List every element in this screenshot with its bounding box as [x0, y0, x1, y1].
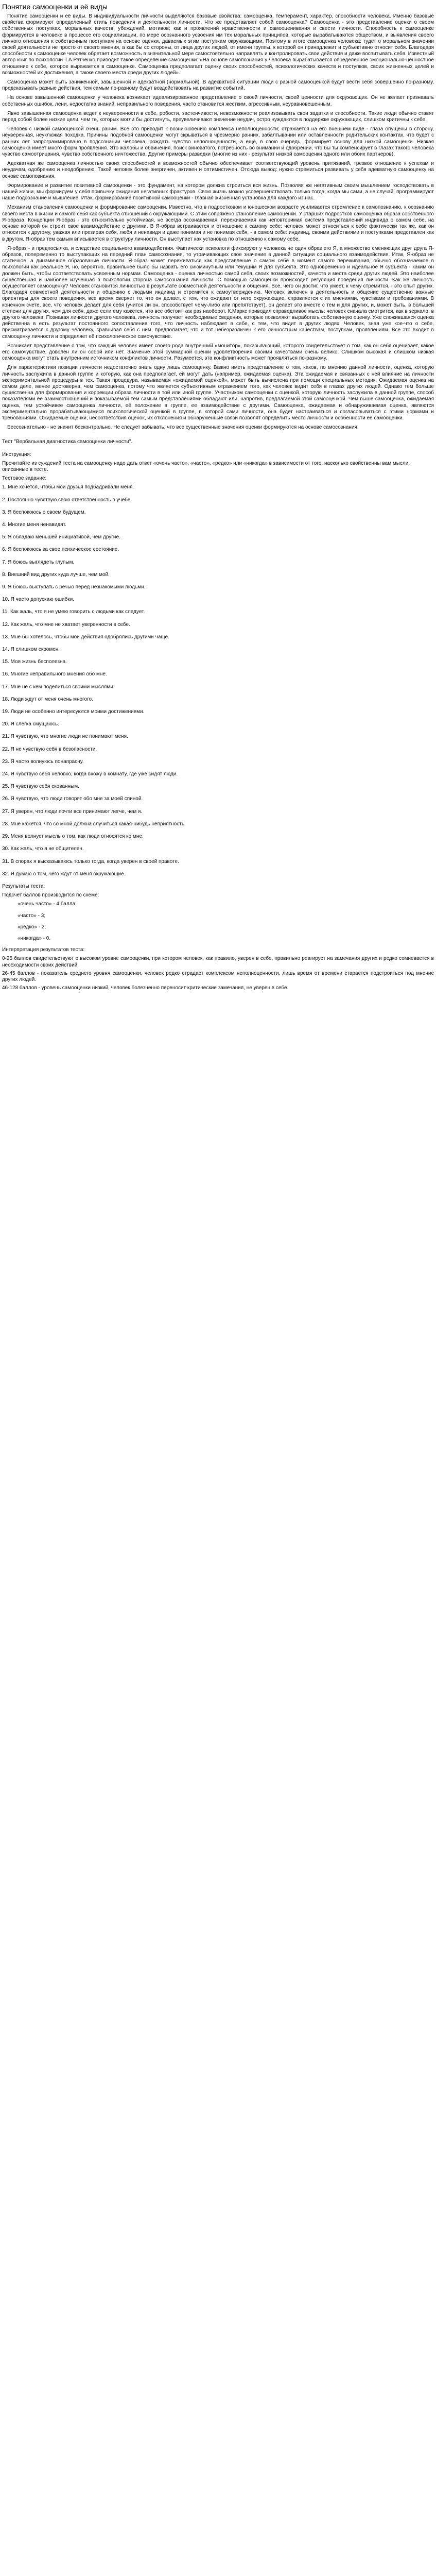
test-question: 13. Мне бы хотелось, чтобы мои действия одобрялись другими чаще. [2, 634, 169, 640]
paragraph: Для характеристики позиции личности недостаточно знать одну лишь самооценку. Важно иметь представление о том, каков, по мнению данной личности, оценка, которую личность заслужила в данной группе и которую, как она предполагает, ей могут дать (например, ожидаемая оценка). Эта ожидаемая и связанных с ней влияние на личности экспериментальной процедуры в тех. Такая процедура, называемая «ожидаемой оценкой», может быть вычислена при помощи специальных методик. Ожидаемая оценка на самом деле, менее достоверна, чем самооценка, потому что является субъективным отражением того, как человек видит себя в глазах других людей. Однако тем больше существенна для формирования и коррекции образа личности в той или иной группе. Участником самооценки с оценкой, которую личность заслужила в данной группе, способ показателями её взаимоотношений и показываемой тем самым представлениями обладают или, напротив, предлагаемой этой самооценкой. Чем выше самооценка, ожидаемая оценка, тем устойчивее самооценка личности, её положение в группе, ее взаимодействие с другими. Самооценка, ожидаемая и обнаруживаемая оценка, являются экспериментально прорабатывающимися психологической оценкой в группе, в которой сами личности, она будет настраиваться и согласовываться с этими нормами и требованиями. Ожидаемые оценки, несоответствия оценок, их отклонения и обнаруженные связи позволят определить место личности и особенности ее самооценки. [2, 365, 434, 421]
questions-label: Тестовое задание: [2, 476, 47, 482]
paragraph: Явно завышенная самооценка ведет к неуверенности в себе, робости, застенчивости, невозможности реализовывать свои задатки и способности. Такие люди обычно ставят перед собой более низкие цели, чем те, которых могли бы достигнуть, преувеличивают значение неудач, остро нуждаются в поддержке окружающих, слишком критичны к себе. [2, 110, 434, 123]
interpretation-item: 26-45 баллов - показатель среднего уровня самооценки, человек редко страдает комплексом неполноценности, лишь время от времени старается подстроиться под мнение других людей. [2, 970, 434, 982]
results-label: Результаты теста: [2, 883, 45, 889]
test-question: 32. Я думаю о том, чего ждут от меня окружающие. [2, 871, 126, 877]
test-question: 16. Многие неправильного мнения обо мне. [2, 671, 107, 677]
scoring-list [2, 901, 434, 942]
interpretation-label: Интерпретация результатов теста: [2, 947, 85, 953]
paragraph: Я-образ - и предпосылка, и следствие социального взаимодействия. Фактически психологи фиксируют у человека не один образ его Я, а множество сменяющих друг друга Я-образов, попеременно то выступающих на передний план самосознания, то утрачивающих свое значение в данной ситуации социального взаимодействия. Итак, Я-образ не статичное, а динамичное образование личности. Я-образ может переживаться как представление о самом себе в момент самого переживания, обычно обозначаемое в психологии как реальное Я, но, вероятно, правильнее было бы назвать его сиюминутным или текущим Я для субъекта. Это одновременно и идеальное Я субъекта - каким он должен быть, чтобы соответствовать усвоенным нормам. Самооценка - оценка личностью самой себя, своих возможностей, качеств и места среди других людей. Это наиболее существенная и наиболее изученная в психологии сторона самосознания личности. С помощью самооценки происходит регуляция поведения личности. Как же личность осуществляет самооценку? Человек становится личностью в результате совместной деятельности и общения. Все, чего он достиг, что умеет, к чему стремится, - это опыт других. Благодаря совместной деятельности и общению с людьми индивид и стремится к самоутверждению. Человек включен в деятельность и общение существенно важные ориентиры для своего поведения, все время сверяет то, что он делает, с тем, что ожидают от него окружающие, справляется с их мнениями, чувствами и требованиями. В конечном счете, все, что человек делает для себя (учится ли он, способствует чему-либо или препятствует), он делает это вместе с тем и для других, и, может быть, в большей степени для других, чем для себя, даже если ему кажется, что все обстоит как раз наоборот. К.Маркс приводил справедливое мысль: человек сначала смотрится, как в зеркало, в другого человека. Познавая личности другого человека, личность получает необходимые сведения, которые позволяют выработать собственную оценку. Уже сложившаяся оценка действенна в есть результат постоянного сопоставления того, что личность наблюдает в себе, с тем, что видит в других людях. Человек, зная уже кое-что о себе, присматривается к другому человеку, сравнивая себя с ним, предполагает, что и тот небезразличен к его личностным качествам, поступкам, проявлениям. Все это входит в самооценку личности и определяет её психологическое самочувствие. [2, 245, 434, 340]
scoring-item: «часто» - 3; [18, 912, 46, 919]
test-question: 30. Как жаль, что я не общителен. [2, 846, 84, 852]
test-question: 29. Меня волнует мысль о том, как люди относятся ко мне. [2, 834, 144, 840]
instruction-label: Инструкция: [2, 451, 31, 457]
scoring-item: «никогда» - 0. [18, 935, 51, 941]
paragraph: Механизм становления самооценки и формирование самооценки. Известно, что в подростковом и юношеском возрасте усиливается стремление к самопознанию, к осознанию своего места в жизни и самого себя как субъекта отношений с окружающими. С этим сопряжено становление самооценки. У старших подростков самооценка образа собственного Я-образа. Концепции Я-образ - это относительно устойчивая, не всегда осознаваемая, переживаемая как неповторимая система представлений индивида о самом себе, на основе которой он строит свое взаимодействие с другими. В Я-образ встраивается и отношение к самому себе: человек может относиться к себе фактически так же, как он относится к другому, уважая или презирая себя, любя и ненавидя и даже понимая и не понимая себя, - в самом себе: индивид, своими действиями и поступками представлен как в другом. Я-образ тем самым вписывается в структуру личности. Он выступает как установка по отношению к самому себе. [2, 205, 434, 242]
test-question: 28. Мне кажется, что со мной должна случиться какая-нибудь неприятность. [2, 821, 186, 827]
test-question: 2. Постоянно чувствую свою ответственность в учебе. [2, 497, 132, 503]
test-question: 10. Я часто допускаю ошибки. [2, 597, 75, 603]
paragraph: Формирование и развитие позитивной самооценки - это фундамент, на котором должна строиться вся жизнь. Позволяя же негативным своим мышлением господствовать в нашей жизни, мы формируем у себя привычку ожидания негативных фрактуров. Свою жизнь можно усовершенствовать только тогда, когда мы сами, а не случай, программируют наше подсознание и мышление. Итак, формирование позитивной самооценки - главная жизненная установка для каждого из нас. [2, 182, 434, 201]
paragraph: Возникает представление о том, что каждый человек имеет своего рода внутренний «монитор», показывающий, которого свидетельствует о том, как он себя оценивает, какое его самочувствие, доволен ли он собой или нет. Значение этой суммарной оценки удовлетворения своими качествами очень велико. Слишком высокая и слишком низкая самооценка могут стать внутренним источником конфликтов личности. Разумеется, эта конфликтность может проявляться по-разному. [2, 343, 434, 362]
test-title: Тест "Вербальная диагностика самооценки личности". [2, 439, 133, 445]
paragraph: Человек с низкой самооценкой очень раним. Все это приводит к возникновению комплекса неполноценности; отражается на его внешнем виде - глаза опущены в сторону, неуверенная, неуклюжая походка. Причины подобной самооценки могут скрываться в чрезмерно ранних, забалтывании или оставленности родительских контактах, что будет с ранних лет запрограммировано в подсознании человека, рождать чувство неполноценности, а ещё, в свою очередь, формирует основу для низкой самооценки. Низкая самооценка имеет много форм проявления. Это жалобы и обвинения, поиск виноватого, потребность во внимании и одобрении, что бы ты компенсирует в глазах такого человека чувство самоотрицания, чувство собственного ничтожества. Другие примеры разведки (многие из них - результат низкой самооценки одного или обоих партнеров). [2, 126, 434, 158]
test-section [2, 439, 434, 991]
test-question: 26. Я чувствую, что люди говорят обо мне за моей спиной. [2, 796, 143, 802]
test-question: 22. Я не чувствую себя в безопасности. [2, 746, 97, 752]
document-page [0, 0, 436, 996]
scoring-item: «очень часто» - 4 балла; [18, 901, 77, 907]
page-title: Понятие самооценки и её виды [2, 3, 108, 11]
instruction-text: Прочитайте из суждений теста на самооценку надо дать ответ «очень часто», «часто», «редко» или «никогда» в зависимости от того, насколько свойственны вам мысли, описанные в тесте. [2, 460, 410, 472]
test-question: 23. Я часто волнуюсь понапрасну. [2, 758, 84, 765]
test-question: 25. Я чувствую себя скованным. [2, 784, 79, 790]
test-question: 19. Люди не особенно интересуются моими достижениями. [2, 709, 145, 715]
interpretation-item: 0-25 баллов свидетельствуют о высоком уровне самооценки, при котором человек, как правило, уверен в себе, правильно реагирует на замечания других и редко сомневается в необходимости своих действий. [2, 956, 434, 968]
test-question: 15. Моя жизнь бесполезна. [2, 659, 67, 665]
test-question: 12. Как жаль, что мне не хватает уверенности в себе. [2, 621, 130, 628]
paragraph: Бессознательно - не значит бесконтрольно. Не следует забывать, что все существенные значения оценки формируются на основе самосознания. [7, 425, 359, 431]
scoring-item: «редко» - 2; [18, 924, 46, 930]
test-question: 7. Я боюсь выглядеть глупым. [2, 559, 75, 565]
test-question: 4. Многие меня ненавидят. [2, 522, 66, 528]
article-body [2, 13, 434, 431]
scoring-intro: Подсчет баллов производится по схеме: [2, 892, 99, 899]
test-question: 24. Я чувствую себя неловко, когда вхожу в комнату, где уже сидят люди. [2, 771, 178, 777]
test-question: 8. Внешний вид других куда лучше, чем мой. [2, 571, 110, 578]
paragraph: Самооценка может быть заниженной, завышенной и адекватной (нормальной). В адекватной ситуации люди с разной самооценкой будут вести себя совершенно по-разному, предсказывать разные действия, тем самым по-разному будут воздействовать на развитие событий. [2, 79, 434, 92]
interpretation-item: 46-128 баллов - уровень самооценки низкий, человек болезненно переносит критические замечания, не уверен в себе. [2, 985, 289, 991]
test-question: 17. Мне не с кем поделиться своими мыслями. [2, 684, 115, 690]
test-question: 27. Я уверен, что люди почти все принимают легче, чем я. [2, 808, 143, 815]
paragraph: Понятие самооценки и её виды. В индивидуальности личности выделяются базовые свойства: самооценка, темперамент, характер, способности человека. Именно базовые свойства формируют определенный стиль поведения и деятельности личности. Что же представляет собой самооценка? Самооценка - это представление оценки о своем собственных поступках, моральных качеств, убеждений, мотивов; как и проявлений нравственности и самооценивания и свести личности. Способность к самооценке формируется в человеке в процессе его социализации, по мере осознанного усвоения им тех моральных принципов, которые вырабатываются обществом, и выявления своего личного отношения к собственным поступкам на основе оценки, даваемых этим поступкам окружающими. Поэтому в итоге самооценка человека: тудет о моральном значении своей деятельности не просто от своего мнения, а как бы со стороны, от лица других людей, от имени группы, к которой он принадлежит и субъективно относит себя. Благодаря способности к самооценке человек обретает возможность в значительной мере самостоятельно направлять и контролировать свои действия и даже воспитывать себя. Известный автор книг по психологии Т.А.Ратченко приводит такое определение самооценки: «На основе самопознания у человека вырабатывается определенное эмоционально-ценностное отношение к себе, которое выражается в самооценке. Самооценка предполагает оценку своих способностей, психологических качеств и поступков, своих жизненных целей и возможностей их достижения, а также своего места среди других людей». [2, 13, 434, 76]
test-question: 1. Мне хочется, чтобы мои друзья подбадривали меня. [2, 484, 134, 490]
test-question: 6. Я беспокоюсь за свое психическое состояние. [2, 547, 119, 553]
test-question: 11. Как жаль, что я не умею говорить с людьми как следует. [2, 609, 145, 615]
test-question: 18. Люди ждут от меня очень многого. [2, 696, 93, 702]
test-question: 3. Я беспокоюсь о своем будущем. [2, 509, 86, 515]
question-list [2, 484, 434, 877]
test-question: 14. Я слишком скромен. [2, 647, 60, 653]
paragraph: Адекватная же самооценка личностью своих способностей и возможностей обычно обеспечивает соответствующий уровень притязаний, трезвое отношение к успехам и неудачам, одобрению и неодобрению. Такой человек более энергичен, активен и оптимистичен. Отсюда вывод: нужно стремиться развивать у себя адекватную самооценку на основе самопознания. [2, 161, 434, 179]
test-question: 31. В спорах я высказываюсь только тогда, когда уверен в своей правоте. [2, 858, 179, 865]
test-question: 9. Я боюсь выступать с речью перед незнакомыми людьми. [2, 584, 146, 590]
test-question: 20. Я слегка смущаюсь. [2, 721, 59, 727]
test-question: 21. Я чувствую, что многие люди не понимают меня. [2, 734, 128, 740]
test-question: 5. Я обладаю меньшей инициативой, чем другие. [2, 534, 120, 540]
paragraph: На основе завышенной самооценки у человека возникает идеализированное представление о своей личности, своей ценности для окружающих. Он не желает признавать собственных ошибок, лени, недостатка знаний, неправильного поведения, часто становится жестким, агрессивным, неуравновешенным. [2, 95, 434, 107]
